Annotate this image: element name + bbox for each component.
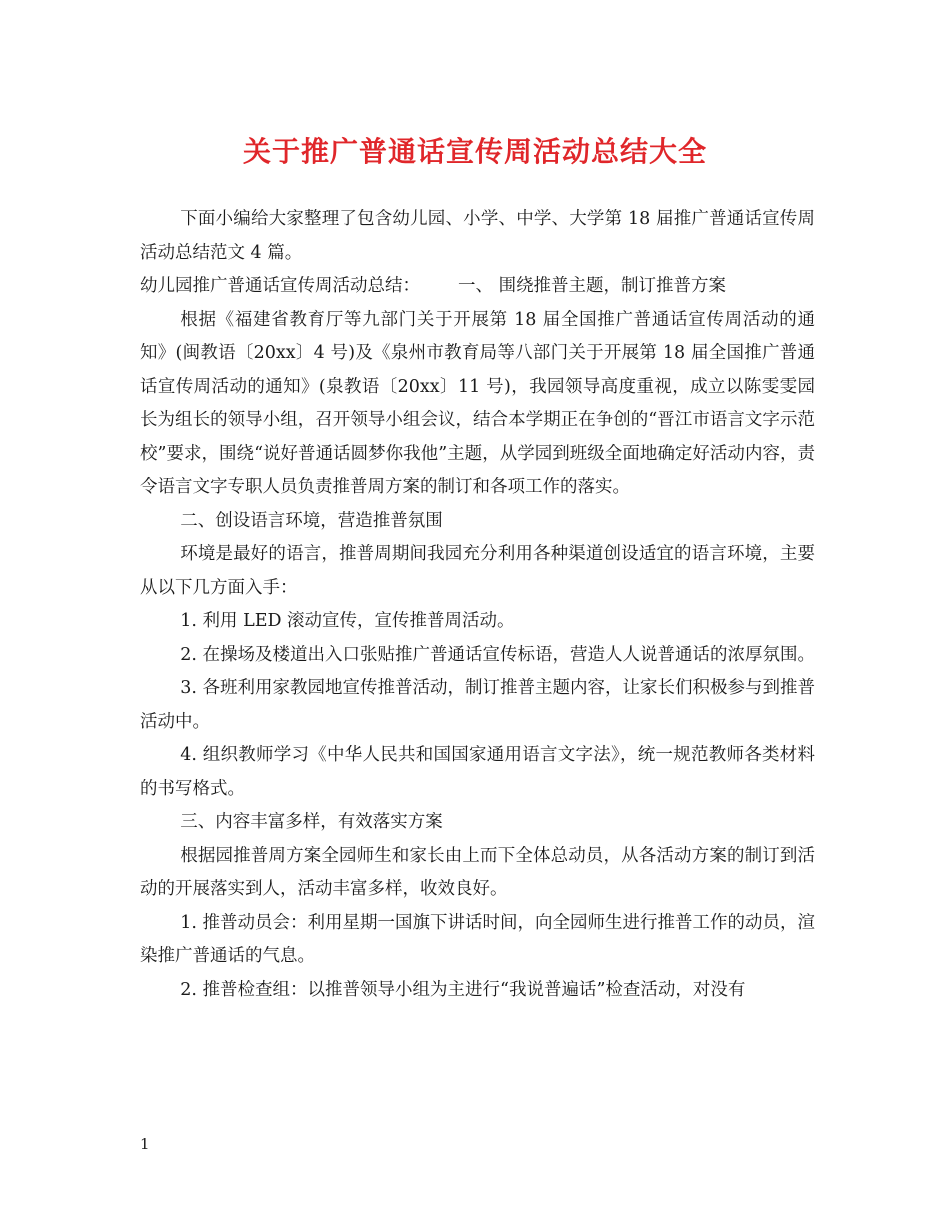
list-item-law-study: 4. 组织教师学习《中华人民共和国国家通用语言文字法》，统一规范教师各类材料的书写格式。 bbox=[140, 745, 815, 799]
section-two-heading: 二、创设语言环境，营造推普氛围 bbox=[180, 510, 443, 531]
paragraph-environment: 环境是最好的语言，推普周期间我园充分利用各种渠道创设适宜的语言环境，主要从以下几方面入手： bbox=[140, 544, 815, 598]
paragraph-basis: 根据《福建省教育厅等九部门关于开展第 18 届全国推广普通话宣传周活动的通知》(闽教语〔20xx〕4 号)及《泉州市教育局等八部门关于开展第 18 届全国推广普通话宣传周活动的通知》(泉教语〔20xx〕11 号)，我园领导高度重视，成立以陈雯雯园长为组长的领导小组，召开领导小组会议，结合本学期正在争创的“晋江市语言文字示范校”要求，围绕“说好普通话圆梦你我他”主题，从学园到班级全面地确定好活动内容，责令语言文字专职人员负责推普周方案的制订和各项工作的落实。 bbox=[140, 309, 815, 497]
list-item-parents: 3. 各班利用家教园地宣传推普活动，制订推普主题内容，让家长们积极参与到推普活动中。 bbox=[140, 678, 816, 732]
document-title: 关于推广普通话宣传周活动总结大全 bbox=[242, 135, 707, 168]
kindergarten-summary-label: 幼儿园推广普通话宣传周活动总结： bbox=[140, 276, 420, 296]
list-item-led: 1. 利用 LED 滚动宣传，宣传推普周活动。 bbox=[180, 611, 515, 631]
paragraph-mobilization: 根据园推普周方案全园师生和家长由上而下全体总动员，从各活动方案的制订到活动的开展落实到人，活动丰富多样，收效良好。 bbox=[140, 845, 815, 899]
document-body bbox=[140, 203, 815, 1007]
paragraph-kindergarten-heading bbox=[140, 270, 815, 304]
list-item-slogans: 2. 在操场及楼道出入口张贴推广普通话宣传标语，营造人人说普通话的浓厚氛围。 bbox=[180, 644, 816, 665]
list-item-inspection-group: 2. 推普检查组：以推普领导小组为主进行“我说普遍话”检查活动，对没有 bbox=[180, 979, 746, 1000]
list-item-mobilization-meeting: 1. 推普动员会：利用星期一国旗下讲话时间，向全园师生进行推普工作的动员，渲染推广普通话的气息。 bbox=[140, 912, 816, 966]
section-three-heading: 三、内容丰富多样，有效落实方案 bbox=[180, 812, 443, 832]
paragraph-intro: 下面小编给大家整理了包含幼儿园、小学、中学、大学第 18 届推广普通话宣传周活动总结范文 4 篇。 bbox=[140, 209, 815, 263]
page-number: 1 bbox=[140, 1135, 150, 1153]
section-one-heading: 一、 围绕推普主题，制订推普方案 bbox=[458, 276, 727, 296]
